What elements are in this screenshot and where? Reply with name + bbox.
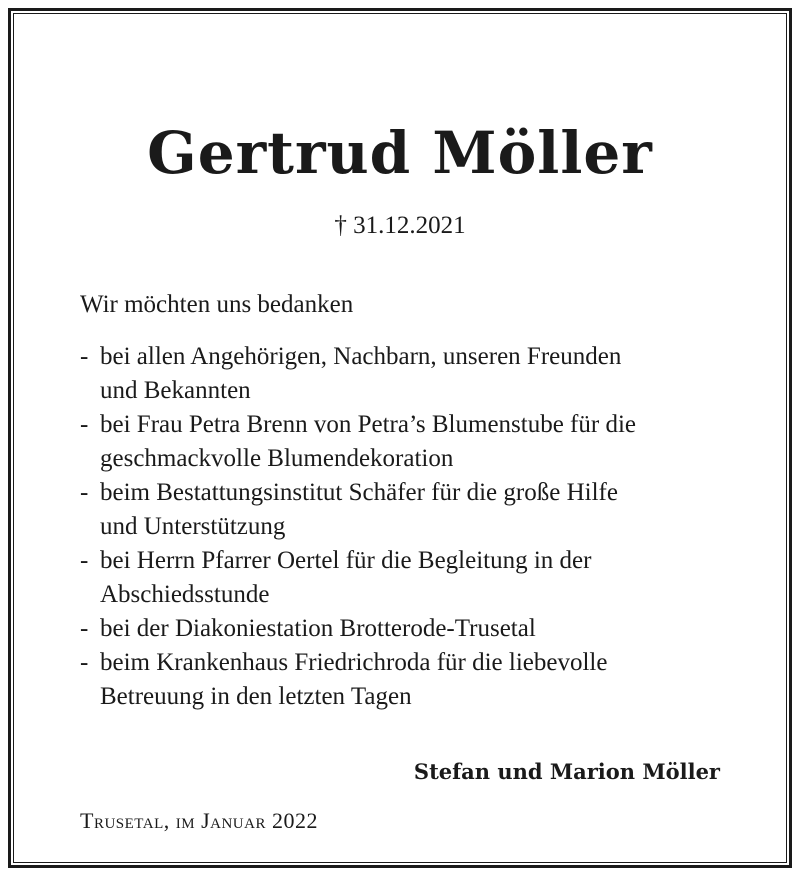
list-item — [80, 340, 760, 408]
list-item — [80, 544, 760, 612]
list-item — [80, 476, 760, 544]
thanks-intro: Wir möchten uns bedanken — [80, 291, 354, 318]
list-item-line: Abschiedsstunde — [100, 581, 270, 608]
list-item — [80, 408, 760, 476]
list-item-line: bei der Diakoniestation Brotterode-Trusetal — [100, 615, 536, 642]
list-dash: - — [80, 649, 89, 676]
list-dash: - — [80, 615, 89, 642]
thanks-list — [80, 340, 760, 714]
list-item-line: bei Herrn Pfarrer Oertel für die Begleitung in der — [100, 547, 592, 574]
list-item — [80, 612, 760, 646]
list-dash: - — [80, 479, 89, 506]
death-date: † 31.12.2021 — [334, 212, 466, 239]
list-item-line: geschmackvolle Blumendekoration — [100, 445, 454, 472]
list-dash: - — [80, 343, 89, 370]
list-dash: - — [80, 547, 89, 574]
list-item-line: Betreuung in den letzten Tagen — [100, 683, 412, 710]
list-item-line: bei Frau Petra Brenn von Petra’s Blumenstube für die — [100, 411, 636, 438]
place-date: Trusetal, im Januar 2022 — [80, 808, 318, 833]
list-item-line: beim Krankenhaus Friedrichroda für die liebevolle — [100, 649, 608, 676]
list-item-line: bei allen Angehörigen, Nachbarn, unseren Freunden — [100, 343, 622, 370]
list-item — [80, 646, 760, 714]
list-item-line: beim Bestattungsinstitut Schäfer für die große Hilfe — [100, 479, 618, 506]
list-item-line: und Bekannten — [100, 377, 251, 404]
signers: Stefan und Marion Möller — [413, 759, 720, 784]
deceased-name: Gertrud Möller — [147, 119, 653, 187]
list-item-line: und Unterstützung — [100, 513, 286, 540]
list-dash: - — [80, 411, 89, 438]
